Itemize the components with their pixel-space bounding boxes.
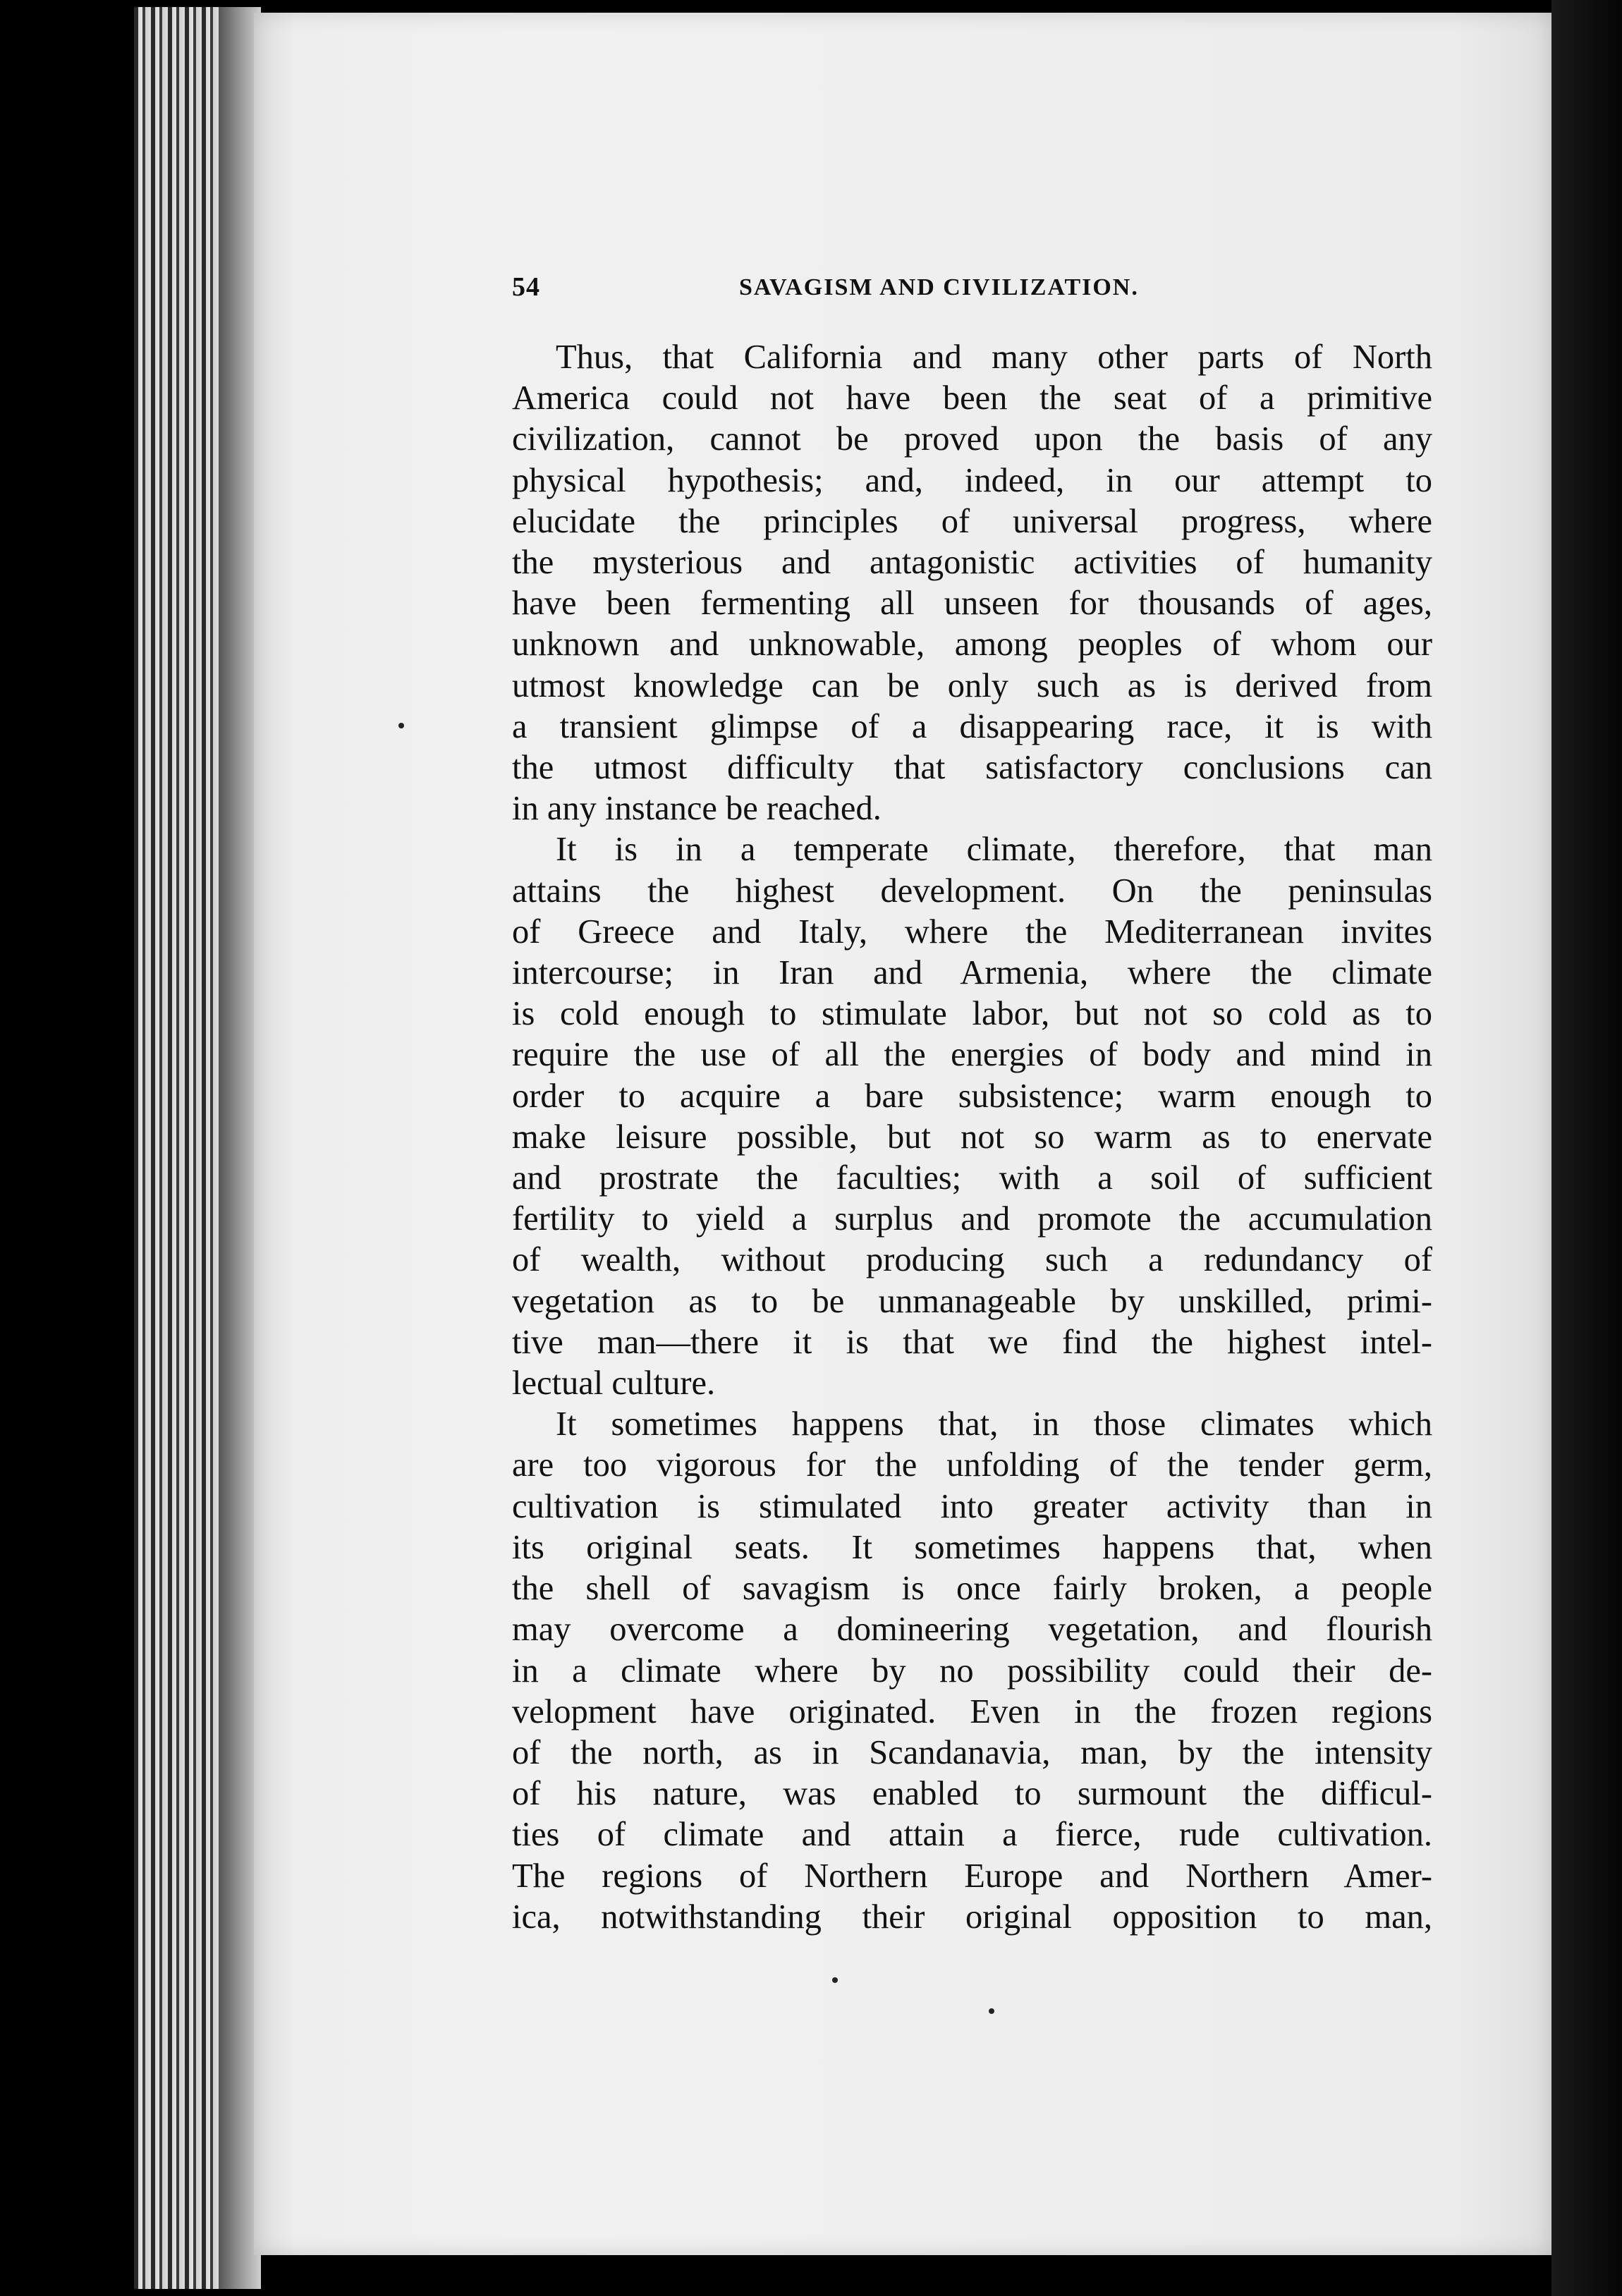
text-line: of his nature, was enabled to surmount the difficul- xyxy=(512,1775,1432,1813)
text-line: of the north, as in Scandanavia, man, by the intensity xyxy=(512,1733,1432,1771)
text-line: and prostrate the faculties; with a soil of sufficient xyxy=(512,1159,1432,1197)
text-line: its original seats. It sometimes happens that, when xyxy=(512,1528,1432,1566)
text-line: the utmost difficulty that satisfactory conclusions can xyxy=(512,749,1432,787)
page-number: 54 xyxy=(512,272,540,302)
right-shadow xyxy=(1551,0,1622,2296)
text-line: civilization, cannot be proved upon the basis of any xyxy=(512,420,1432,458)
text-line: attains the highest development. On the peninsulas xyxy=(512,872,1432,910)
scan-speck xyxy=(832,1977,838,1983)
text-line: in any instance be reached. xyxy=(512,790,882,828)
text-line: The regions of Northern Europe and Northern Amer- xyxy=(512,1857,1432,1895)
page-header xyxy=(512,271,1432,314)
paragraph-3 xyxy=(512,1404,1432,1938)
running-head: SAVAGISM AND CIVILIZATION. xyxy=(739,274,1139,300)
text-line: It is in a temperate climate, therefore, that man xyxy=(556,831,1432,869)
text-line: the shell of savagism is once fairly broken, a people xyxy=(512,1570,1432,1608)
text-line: is cold enough to stimulate labor, but not so cold as to xyxy=(512,995,1432,1033)
text-line: ties of climate and attain a fierce, rude cultivation. xyxy=(512,1816,1432,1854)
text-line: are too vigorous for the unfolding of the tender germ, xyxy=(512,1446,1432,1484)
body-text xyxy=(512,337,1432,1938)
text-line: ica, notwithstanding their original opposition to man, xyxy=(512,1898,1432,1936)
text-line: of wealth, without producing such a redundancy of xyxy=(512,1241,1432,1279)
text-line: a transient glimpse of a disappearing race, it is with xyxy=(512,707,1432,745)
text-line: require the use of all the energies of body and mind in xyxy=(512,1036,1432,1074)
text-line: order to acquire a bare subsistence; warm enough to xyxy=(512,1077,1432,1115)
text-line: unknown and unknowable, among peoples of whom our xyxy=(512,625,1432,664)
text-line: utmost knowledge can be only such as is derived from xyxy=(512,666,1432,704)
text-line: in a climate where by no possibility could their de- xyxy=(512,1651,1432,1690)
text-line: tive man—there it is that we find the highest intel- xyxy=(512,1323,1432,1361)
text-line: have been fermenting all unseen for thousands of ages, xyxy=(512,585,1432,623)
text-line: cultivation is stimulated into greater activity than in xyxy=(512,1487,1432,1525)
paragraph-1 xyxy=(512,337,1432,829)
text-line: velopment have originated. Even in the frozen regions xyxy=(512,1692,1432,1730)
text-line: Thus, that California and many other parts of North xyxy=(556,338,1432,376)
text-line: intercourse; in Iran and Armenia, where the climate xyxy=(512,954,1432,992)
text-line: fertility to yield a surplus and promote the accumulation xyxy=(512,1200,1432,1238)
text-line: may overcome a domineering vegetation, and flourish xyxy=(512,1611,1432,1649)
text-line: It sometimes happens that, in those climates which xyxy=(556,1405,1432,1443)
text-line: make leisure possible, but not so warm as to enervate xyxy=(512,1118,1432,1156)
text-line: America could not have been the seat of a primitive xyxy=(512,379,1432,417)
text-line: lectual culture. xyxy=(512,1364,716,1403)
text-line: physical hypothesis; and, indeed, in our attempt to xyxy=(512,461,1432,499)
paragraph-2 xyxy=(512,829,1432,1404)
scan-speck xyxy=(989,2008,994,2014)
text-line: the mysterious and antagonistic activities of humanity xyxy=(512,544,1432,582)
scan-speck xyxy=(398,723,404,728)
text-line: vegetation as to be unmanageable by unskilled, primi- xyxy=(512,1282,1432,1320)
text-line: of Greece and Italy, where the Mediterranean invites xyxy=(512,912,1432,951)
text-line: elucidate the principles of universal progress, where xyxy=(512,502,1432,540)
book-page-edges xyxy=(134,7,261,2289)
